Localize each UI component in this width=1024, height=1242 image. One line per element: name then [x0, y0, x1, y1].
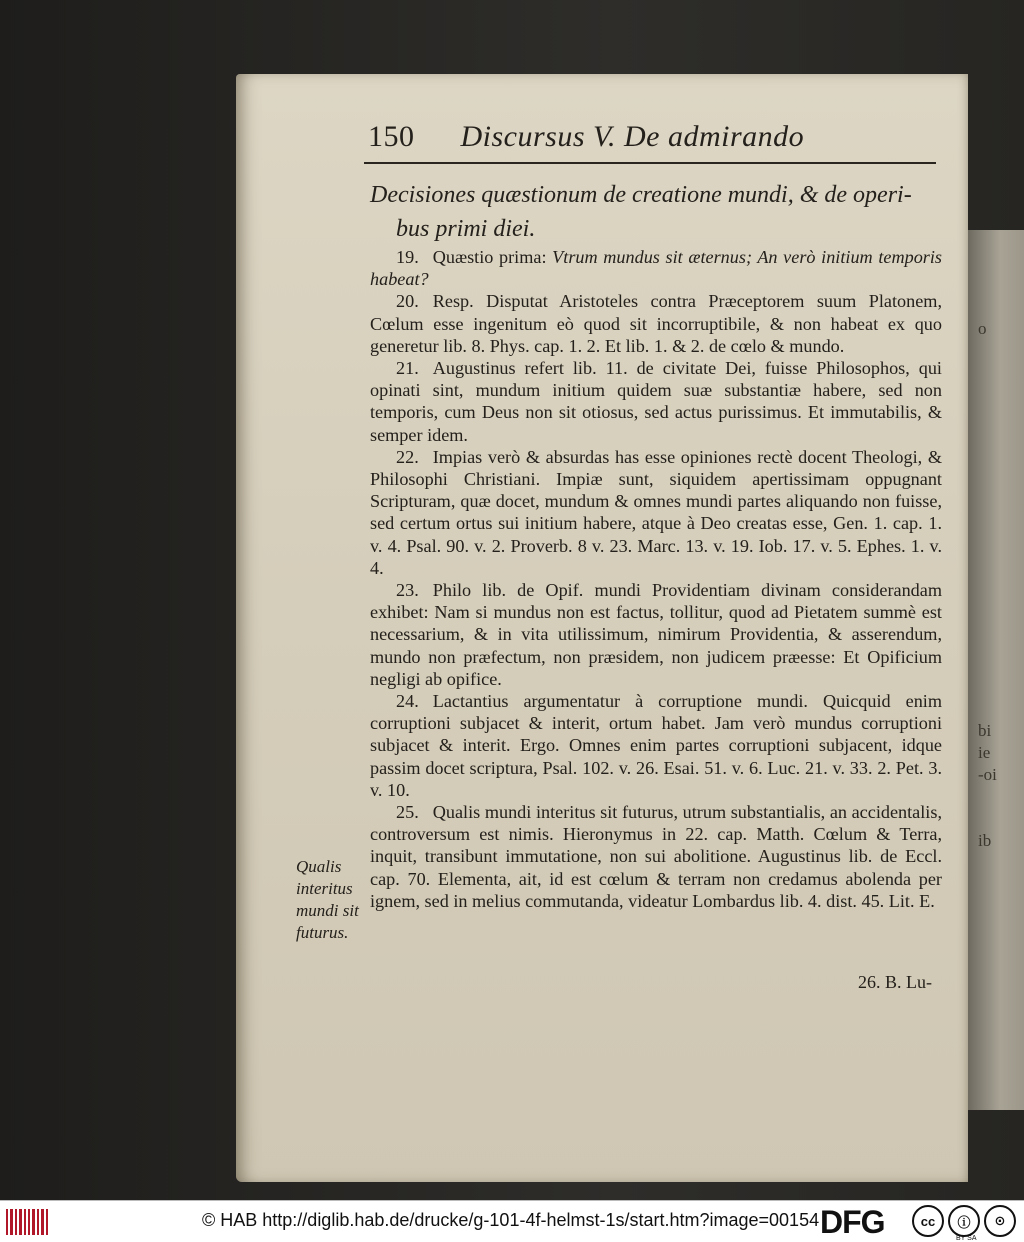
cc-license-icons[interactable] [912, 1205, 1016, 1242]
paragraph-number: 23. [396, 580, 419, 601]
margin-note: Qualis interitus mundi sit futurus. [296, 857, 359, 942]
paragraph-23 [370, 579, 942, 690]
paragraph-22 [370, 446, 942, 579]
facing-page-edge [968, 230, 1024, 1110]
paragraph-text: Impias verò & absurdas has esse opiniones rectè docent Theologi, & Philosophi Christiani. Impiæ sunt, siquidem apertissimam oppugnant Scripturam, quæ docet, mundum & omnes mundi partes aliquando non fuisse, sed certum ortus sui initium habere, atque à Deo creatas esse, Gen. 1. cap. 1. v. 4. Psal. 90. v. 2. Proverb. 8 v. 23. Marc. 13. v. 19. Iob. 17. v. 5. Ephes. 1. v. 4. [370, 446, 942, 578]
paragraph-text: Qualis mundi interitus sit futurus, utrum substantialis, an accidentalis, controversum est nimis. Hieronymus in 22. cap. Matth. Cœlum & Terra, inquit, transibunt immutatione, non sui abolitione. Augustinus lib. de Eccl. cap. 70. Elementa, ait, id est cœlum & terram non credamus abolenda per ignem, sed in melius commutanda, videatur Lombardus lib. 4. dist. 45. Lit. E. [370, 802, 942, 911]
paragraph-20 [370, 290, 942, 357]
facing-page-fragment: ie [978, 743, 991, 762]
hab-logo-icon[interactable] [6, 1209, 48, 1235]
paragraph-number: 19. [396, 247, 419, 267]
facing-page-fragment: -oi [978, 765, 997, 784]
paragraph-number: 20. [396, 291, 419, 312]
paragraph-number: 25. [396, 802, 419, 823]
section-title-line-2: bus primi diei. [396, 216, 536, 242]
dfg-logo[interactable]: DFG [820, 1204, 885, 1240]
section-title [370, 178, 930, 246]
paragraph-text: Quæstio prima: [432, 247, 553, 267]
paragraph-21 [370, 357, 942, 446]
paragraph-text: Resp. Disputat Aristoteles contra Præceptorem suum Platonem, Cœlum esse ingenitum eò quod sit incorruptibile, & non habeat ex quo generetur lib. 8. Phys. cap. 1. 2. Et lib. 1. & 2. de cœlo & mundo. [370, 291, 942, 356]
cc-icon: cc [912, 1205, 944, 1237]
facing-page-fragment: bi [978, 721, 992, 740]
running-header [368, 120, 938, 154]
paragraph-text: Augustinus refert lib. 11. de civitate Dei, fuisse Philosophos, qui opinati sint, mundum initium quidem suæ substantiæ habere, sed non temporis, cum Deus non sit otiosus, sed actus purissimus. Et immutabilis, & semper idem. [370, 358, 942, 445]
paragraph-25 [370, 801, 942, 912]
by-icon: ⓘ [948, 1205, 980, 1237]
cc-sub-label: BY SA [956, 1235, 977, 1242]
header-rule [364, 162, 936, 164]
facing-page-fragment: o [978, 319, 987, 338]
paragraph-number: 22. [396, 446, 419, 467]
paragraph-text: Philo lib. de Opif. mundi Providentiam divinam considerandam exhibet: Nam si mundus non est factus, tollitur, quod ad Pietatem summè est necessarium, & in vita utilissimum, nimirum Providentia, & asserendum, mundo non præfectum, non præsidem, non judicem præesse: Et Opificium negligi ab opifice. [370, 580, 942, 689]
facing-page-fragment: ib [978, 831, 992, 850]
source-url-link[interactable]: © HAB http://diglib.hab.de/drucke/g-101-4f-helmst-1s/start.htm?image=00154 [202, 1210, 820, 1230]
paragraph-19 [370, 246, 942, 290]
section-title-line-1: Decisiones quæstionum de creatione mundi, & de operi- [370, 182, 912, 208]
paragraph-24 [370, 690, 942, 801]
catchword: 26. B. Lu- [858, 972, 932, 992]
page-number: 150 [368, 120, 415, 153]
body-text [370, 246, 942, 912]
book-page [236, 74, 968, 1182]
sa-icon: ⊙ [984, 1205, 1016, 1237]
paragraph-text: Lactantius argumentatur à corruptione mundi. Quicquid enim corruptioni subjacet & interit, ortum habet. Jam verò mundus corruptioni subjacet & interit. Ergo. Omnes enim partes corruptioni subjacent, idque passim docet scriptura, Psal. 102. v. 26. Esai. 51. v. 6. Luc. 21. v. 33. 2. Pet. 3. v. 10. [370, 691, 942, 800]
running-title: Discursus V. De admirando [460, 120, 805, 153]
viewer-footer [0, 1200, 1024, 1242]
paragraph-italic-text: Vtrum mundus sit æternus; An verò initium temporis habeat? [370, 247, 942, 290]
paragraph-number: 24. [396, 691, 419, 712]
paragraph-number: 21. [396, 358, 419, 379]
